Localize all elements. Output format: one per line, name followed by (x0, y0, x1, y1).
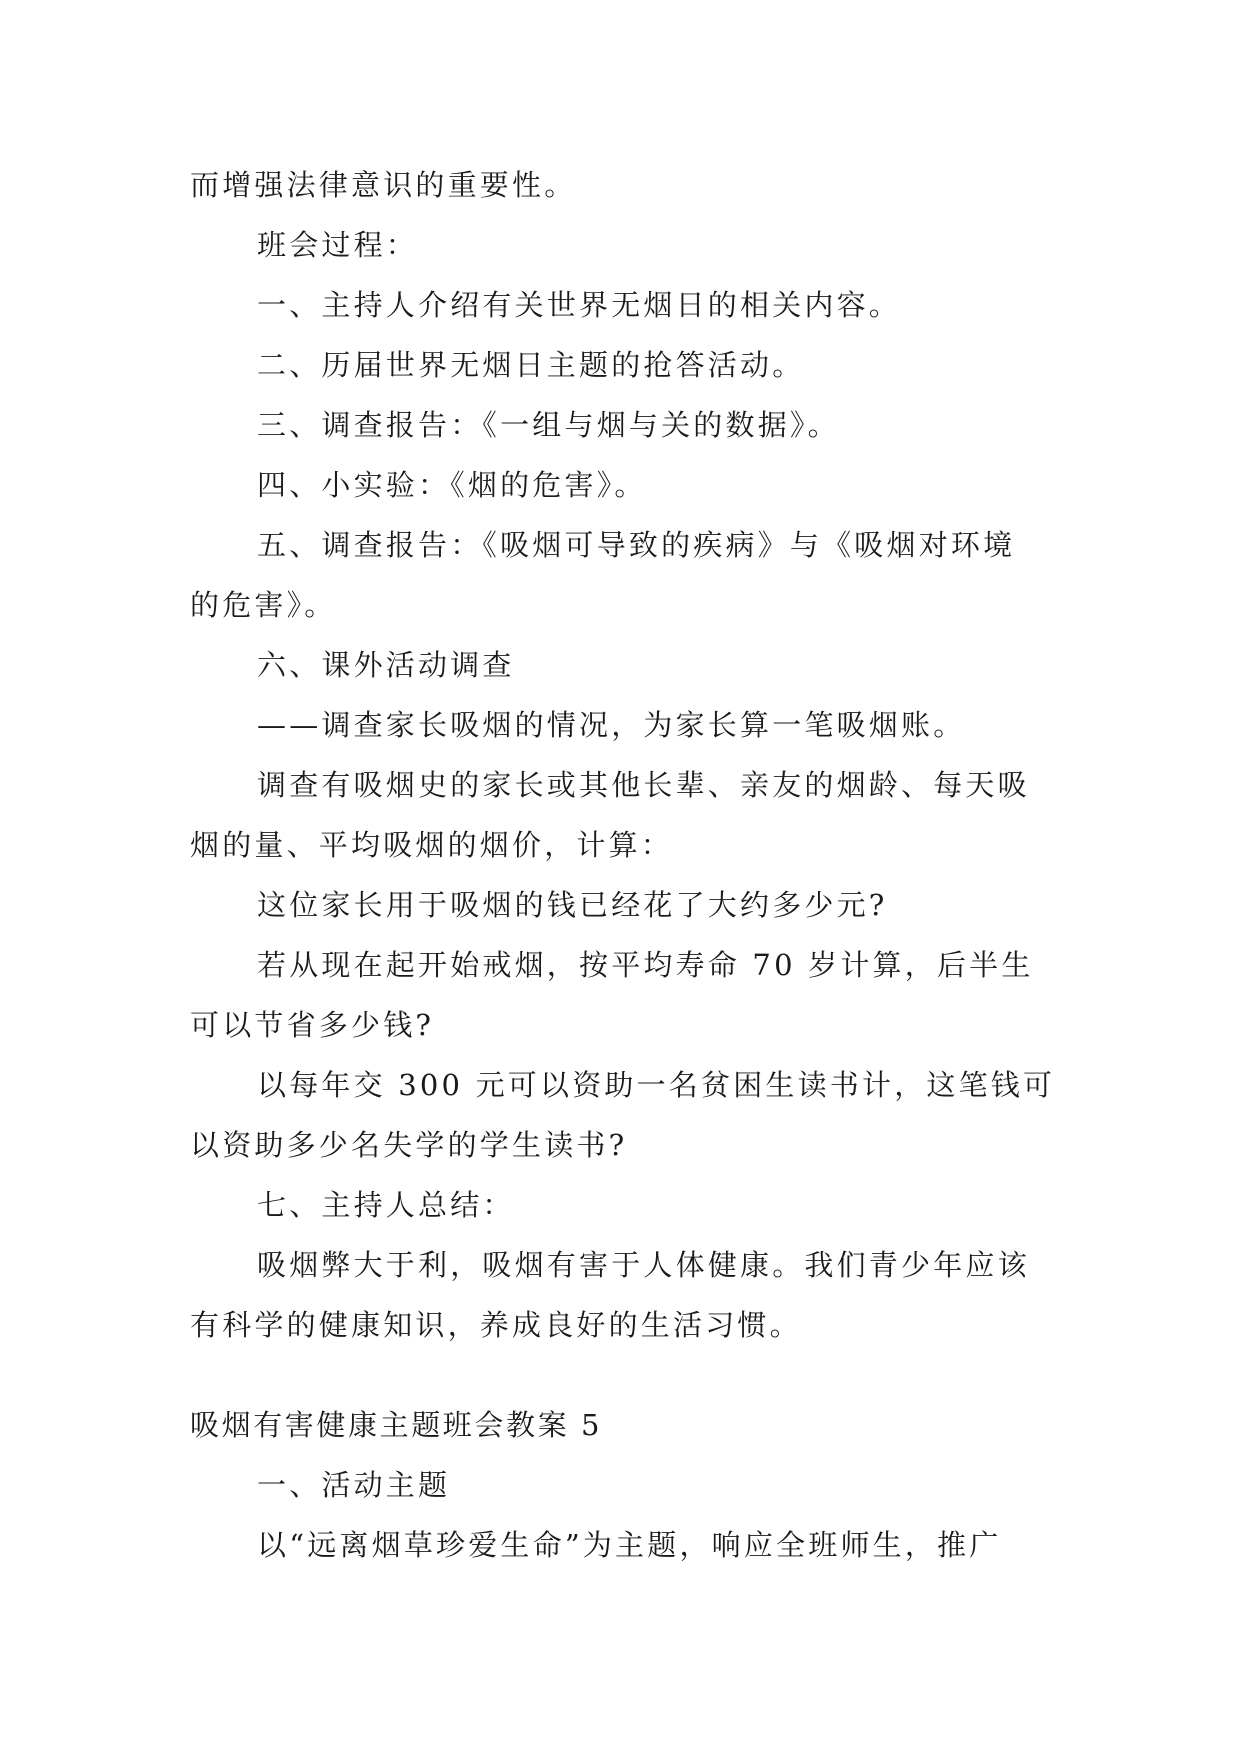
paragraph-line: 一、活动主题 (257, 1468, 451, 1502)
paragraph-line: 这位家长用于吸烟的钱已经花了大约多少元? (257, 888, 888, 922)
paragraph-line: 而增强法律意识的重要性。 (190, 168, 577, 202)
paragraph-line: 可以节省多少钱? (190, 1008, 435, 1042)
paragraph-line: 若从现在起开始戒烟，按平均寿命 70 岁计算，后半生 (257, 948, 1034, 982)
paragraph-line: 调查有吸烟史的家长或其他长辈、亲友的烟龄、每天吸 (257, 768, 1030, 802)
paragraph-line: 烟的量、平均吸烟的烟价，计算： (190, 828, 674, 862)
paragraph-line: 的危害》。 (190, 588, 337, 622)
paragraph-line: 以每年交 300 元可以资助一名贫困生读书计，这笔钱可 (257, 1068, 1056, 1102)
paragraph-line: 班会过程： (257, 228, 419, 262)
section-title: 吸烟有害健康主题班会教案 5 (190, 1408, 603, 1442)
paragraph-line: 一、主持人介绍有关世界无烟日的相关内容。 (257, 288, 902, 322)
paragraph-line: 四、小实验：《烟的危害》。 (257, 468, 647, 502)
paragraph-line: 有科学的健康知识，养成良好的生活习惯。 (190, 1308, 802, 1342)
paragraph-line: 五、调查报告：《吸烟可导致的疾病》与《吸烟对环境 (257, 528, 1016, 562)
paragraph-line: 以资助多少名失学的学生读书? (190, 1128, 628, 1162)
paragraph-line: 吸烟弊大于利，吸烟有害于人体健康。我们青少年应该 (257, 1248, 1030, 1282)
paragraph-line: 三、调查报告：《一组与烟与关的数据》。 (257, 408, 840, 442)
paragraph-line: 以“远离烟草珍爱生命”为主题，响应全班师生，推广 (257, 1528, 1002, 1562)
paragraph-line: 六、课外活动调查 (257, 648, 515, 682)
paragraph-line: 七、主持人总结： (257, 1188, 515, 1222)
paragraph-line: ——调查家长吸烟的情况，为家长算一笔吸烟账。 (257, 708, 966, 742)
paragraph-line: 二、历届世界无烟日主题的抢答活动。 (257, 348, 805, 382)
